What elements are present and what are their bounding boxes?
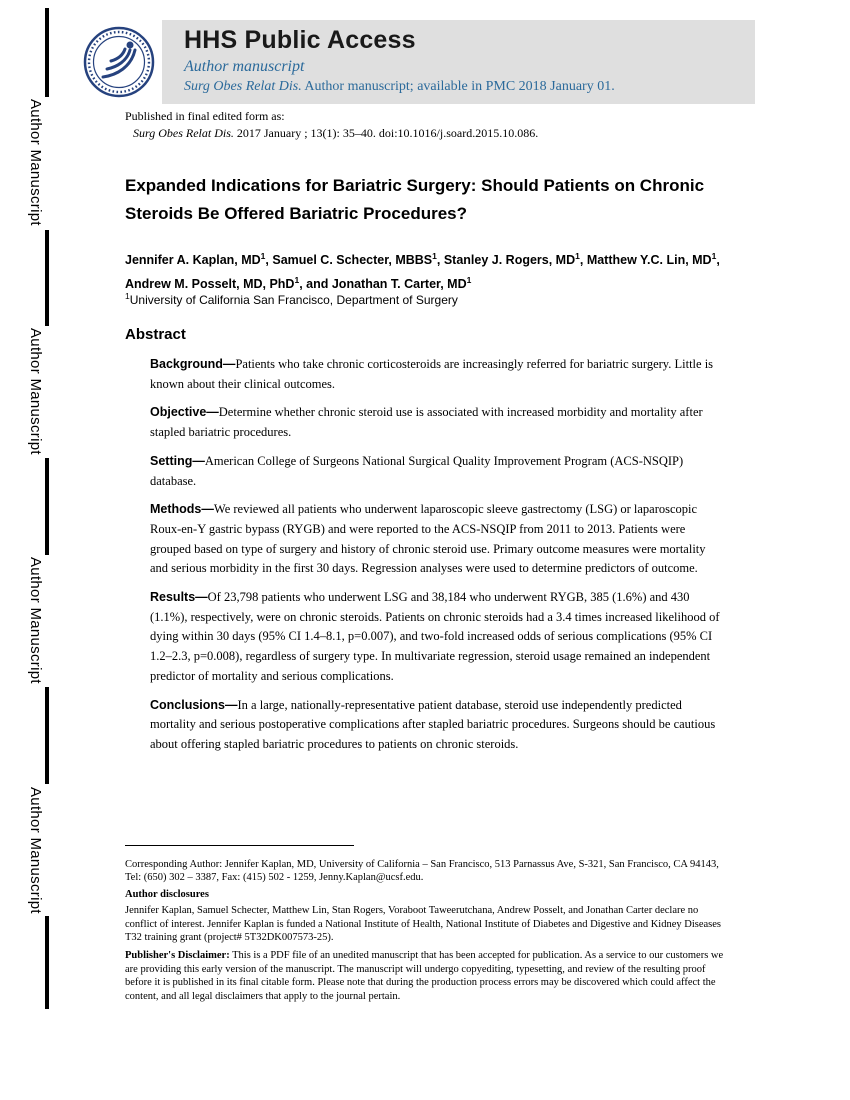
author-disclosures-text: Jennifer Kaplan, Samuel Schecter, Matthew Lin, Stan Rogers, Voraboot Taweerutchana, Andrew Posselt, and Jonathan Carter declare no conflict of interest. Jennifer Kaplan is funded a National Institute of Health, National Institute of Diabetes and Digestive and Kidney Diseases T32 training grant (project# 5T32DK007573-25).: [125, 905, 721, 944]
author-manuscript-watermark: Author Manuscript: [27, 328, 44, 455]
sidebar-rule: [45, 687, 49, 784]
author-manuscript-watermark: Author Manuscript: [27, 557, 44, 684]
author-list: Jennifer A. Kaplan, $MD^1$, Samuel C. Schecter, MBBS$^1$, Stanley J. Rogers, $MD^1$, Matthew Y.C. Lin, $MD^1$, Andrew M. Posselt, MD, PhD$^1$, and Jonathan T. Carter, $MD^1$: [125, 251, 720, 292]
sidebar-rule: [45, 230, 49, 326]
abstract-paragraph: Conclusions—In a large, nationally-representative patient database, steroid use independently predicted mortality and serious postoperative complications after stapled bariatric procedures. Surgeons should be cautious about offering stapled bariatric procedures to patients on chronic steroids.: [150, 697, 716, 751]
published-line: Published in final edited form as:: [125, 109, 285, 123]
footnotes: [125, 858, 726, 1006]
publisher-disclaimer-text: This is a PDF file of an unedited manuscript that has been accepted for publication. As a service to our customers we are providing this early version of the manuscript. The manuscript will undergo copyediting, typesetting, and review of the resulting proof before it is published in its final citable form. Please note that during the production process errors may be discovered which could affect the content, and all legal disclaimers that apply to the journal pertain.: [125, 950, 724, 1002]
sidebar-rule: [45, 458, 49, 555]
affiliation: [125, 291, 458, 307]
citation-line: [133, 126, 538, 141]
header-subtitle: Author manuscript: [184, 58, 305, 75]
author-disclosures-heading: Author disclosures: [125, 888, 209, 900]
abstract-paragraph: Objective—Determine whether chronic steroid use is associated with increased morbidity and mortality after stapled bariatric procedures.: [150, 405, 703, 440]
header-availability: [184, 79, 615, 95]
article-title: Expanded Indications for Bariatric Surgery: Should Patients on Chronic Steroids Be Offered Bariatric Procedures?: [125, 176, 705, 223]
availability-text: Author manuscript; available in PMC 2018 January 01.: [301, 79, 615, 94]
abstract-heading: Abstract: [125, 326, 186, 343]
citation-details: 2017 January ; 13(1): 35–40. doi:10.1016/j.soard.2015.10.086.: [233, 126, 539, 140]
affiliation-superscript: 1: [125, 291, 130, 301]
corresponding-author-note: Corresponding Author: Jennifer Kaplan, MD, University of California – San Francisco, 513 Parnassus Ave, S-321, San Francisco, CA 94143, Tel: (650) 302 – 3387, Fax: (415) 502 - 1259, Jenny.Kaplan@ucsf.edu.: [125, 859, 719, 884]
sidebar-rule: [45, 916, 49, 1009]
pmc-header: [76, 20, 755, 104]
citation-journal: Surg Obes Relat Dis.: [133, 126, 234, 140]
author-manuscript-watermark: Author Manuscript: [27, 787, 44, 914]
header-text: [162, 20, 615, 104]
footnote-rule: [125, 845, 354, 846]
header-title: HHS Public Access: [184, 26, 416, 54]
affiliation-text: University of California San Francisco, Department of Surgery: [129, 293, 458, 307]
publisher-disclaimer: [125, 949, 726, 1003]
hhs-logo-box: [76, 20, 162, 104]
abstract-sections: [150, 355, 724, 764]
abstract-paragraph: Background—Patients who take chronic corticosteroids are increasingly referred for bariatric surgery. Little is known about their clinical outcomes.: [150, 357, 714, 391]
hhs-seal-icon: [83, 26, 155, 98]
sidebar-rule: [45, 8, 49, 97]
publisher-disclaimer-label: Publisher's Disclaimer:: [125, 950, 230, 962]
abstract-paragraph: Setting—American College of Surgeons National Surgical Quality Improvement Program (ACS-NSQIP) database.: [150, 453, 684, 488]
author-manuscript-watermark: Author Manuscript: [27, 99, 44, 226]
abstract-paragraph: Methods—We reviewed all patients who underwent laparoscopic sleeve gastrectomy (LSG) or laparoscopic Roux-en-Y gastric bypass (RYGB) and were reported to the ACS-NSQIP from 2011 to 2013. Patients were grouped based on type of surgery and history of chronic steroid use. Primary outcome measures were mortality and serious morbidity in the first 30 days. Regression analyses were used to determine predictors of outcome.: [150, 502, 706, 576]
abstract-paragraph: Results—Of 23,798 patients who underwent LSG and 38,184 who underwent RYGB, 385 (1.6%) and 430 (1.1%), respectively, were on chronic steroids. Patients on chronic steroids had a 3.4 times increased likelihood of dying within 30 days (95% CI 1.4–8.1, p=0.007), and two-fold increased odds of serious complications (95% CI 1.2–2.3, p=0.008), regardless of surgery type. In multivariate regression, steroid usage remained an independent predictor of mortality and serious complications.: [150, 590, 720, 683]
journal-name: Surg Obes Relat Dis.: [184, 79, 302, 94]
